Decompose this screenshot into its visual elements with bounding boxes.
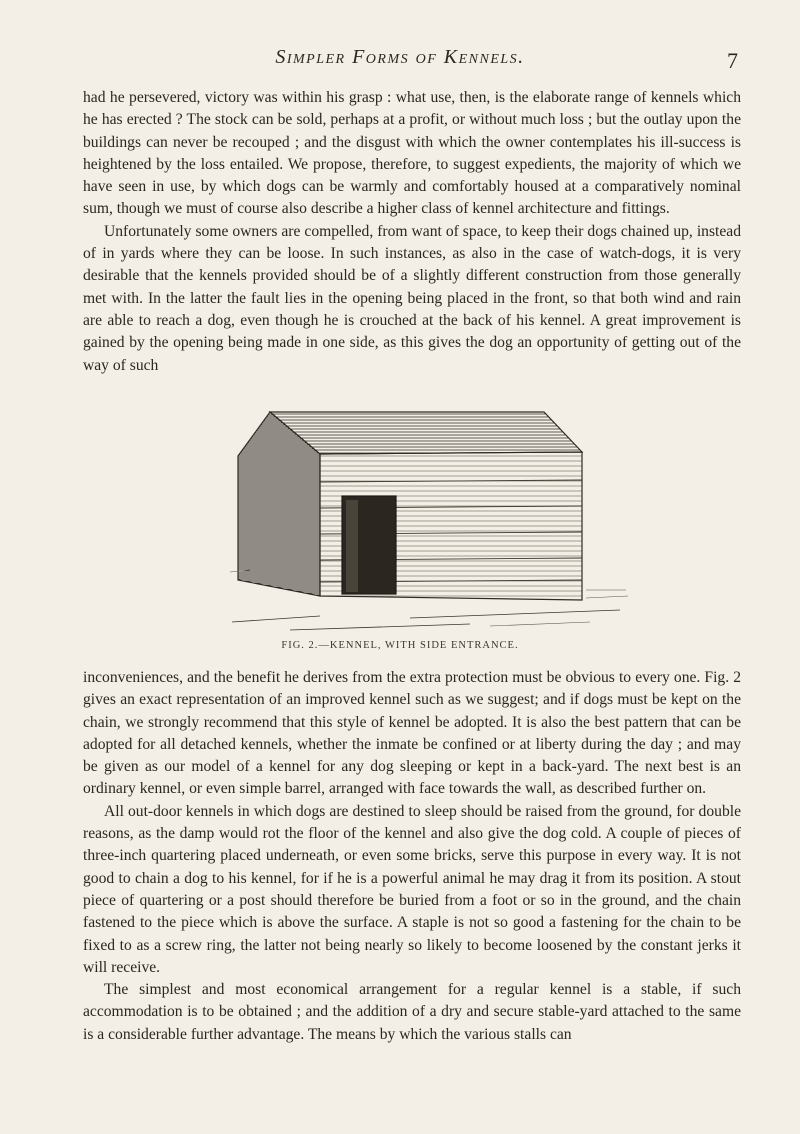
- figure-caption: FIG. 2.—KENNEL, WITH SIDE ENTRANCE.: [281, 640, 519, 651]
- paragraph: had he persevered, victory was within his grasp : what use, then, is the elaborate range of kennels which he has erected ? The stock can be sold, perhaps at a profit, or without much loss ; but the outlay upon the buildings can never be recouped ; and the disgust with which the owner contemplates his ill-success is heightened by the loss entailed. We propose, therefore, to suggest expedients, the majority of which we have seen in use, by which dogs can be warmly and comfortably housed at a comparatively nominal sum, though we must of course also describe a higher class of kennel architecture and fittings.: [83, 89, 741, 218]
- page-number: 7: [727, 48, 738, 73]
- kennel-illustration: [230, 404, 630, 640]
- paragraph: inconveniences, and the benefit he derives from the extra protection must be obvious to every one. Fig. 2 gives an exact representation of an improved kennel such as we suggest; and if dogs must be kept on the chain, we strongly recommend that this style of kennel be adopted. It is also the best pattern that can be adopted for all detached kennels, whether the inmate be confined or at liberty during the day ; and may be given as our model of a kennel for any dog sleeping or kept in a back-yard. The next best is an ordinary kennel, or even simple barrel, arranged with face towards the wall, as described further on.: [83, 669, 741, 798]
- paragraph: Unfortunately some owners are compelled, from want of space, to keep their dogs chained up, instead of in yards where they can be loose. In such instances, as also in the case of watch-dogs, it is very desirable that the kennels provided should be of a slightly different construction from those generally met with. In the latter the fault lies in the opening being placed in the front, so that both wind and rain are able to reach a dog, even though he is crouched at the back of his kennel. A great improvement is gained by the opening being made in one side, as this gives the dog an opportunity of getting out of the way of such: [83, 222, 741, 374]
- paragraph: The simplest and most economical arrangement for a regular kennel is a stable, if such accommodation is to be obtained ; and the addition of a dry and secure stable-yard attached to the same is a considerable further advantage. The means by which the various stalls can: [83, 981, 741, 1043]
- running-head: [0, 46, 800, 82]
- running-title: Simpler Forms of Kennels.: [275, 46, 525, 68]
- body-text-top: [83, 87, 741, 377]
- paragraph: All out-door kennels in which dogs are destined to sleep should be raised from the ground, for double reasons, as the damp would rot the floor of the kennel and also give the dog cold. A couple of pieces of three-inch quartering placed underneath, or even some bricks, serve this purpose in every way. It is not good to chain a dog to his kennel, for if he is a powerful animal he may drag it from its position. A stout piece of quartering or a post should therefore be buried from a foot or so in the ground, and the chain fastened to the piece which is above the surface. A staple is not so good a fastening for the chain to be fixed to as a screw ring, the latter not being nearly so likely to become loosened by the constant jerks it will receive.: [83, 802, 741, 976]
- body-text-bottom: [83, 667, 741, 1046]
- roof-slope: [270, 412, 582, 454]
- kennel-engraving: [230, 404, 630, 640]
